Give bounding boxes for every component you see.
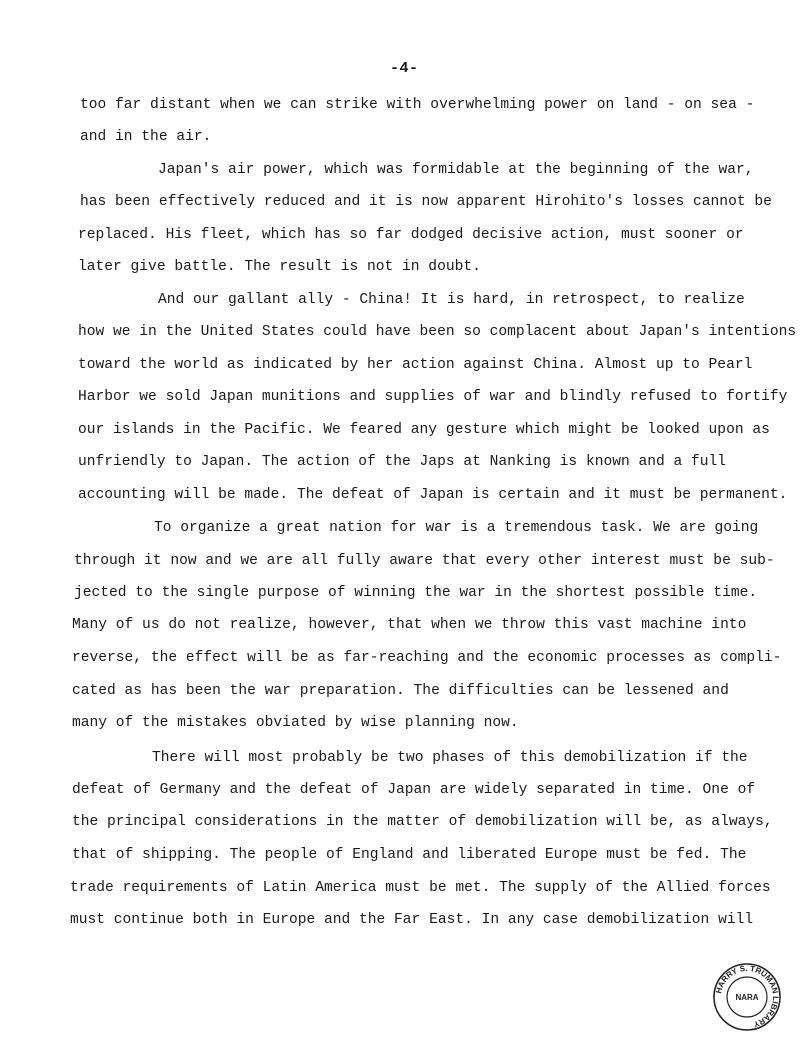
stamp-center-text: NARA [735,993,759,1002]
text-line: reverse, the effect will be as far-reaching and the economic processes as compli- [72,650,782,666]
text-line: that of shipping. The people of England and liberated Europe must be fed. The [72,847,747,863]
text-line: through it now and we are all fully aware that every other interest must be sub- [74,553,775,569]
text-line: To organize a great nation for war is a tremendous task. We are going [154,520,759,536]
text-line: our islands in the Pacific. We feared any gesture which might be looked upon as [78,422,770,438]
text-line: toward the world as indicated by her action against China. Almost up to Pearl [78,357,753,373]
text-line: later give battle. The result is not in doubt. [78,259,481,275]
text-line: And our gallant ally - China! It is hard, in retrospect, to realize [158,292,745,308]
text-line: defeat of Germany and the defeat of Japan are widely separated in time. One of [72,782,756,798]
page-number: -4- [390,60,419,77]
text-line: replaced. His fleet, which has so far dodged decisive action, must sooner or [78,227,744,243]
text-line: jected to the single purpose of winning the war in the shortest possible time. [74,585,758,601]
stamp-seal-icon [712,962,782,1032]
text-line: unfriendly to Japan. The action of the Japs at Nanking is known and a full [78,454,727,470]
text-line: how we in the United States could have been so complacent about Japan's intentions [78,324,797,340]
text-line: cated as has been the war preparation. The difficulties can be lessened and [72,683,729,699]
truman-library-stamp [712,962,782,1032]
text-line: must continue both in Europe and the Far East. In any case demobilization will [70,912,754,928]
text-line: many of the mistakes obviated by wise planning now. [72,715,519,731]
text-line: accounting will be made. The defeat of Japan is certain and it must be permanent. [78,487,788,503]
text-line: Many of us do not realize, however, that when we throw this vast machine into [72,617,747,633]
text-line: too far distant when we can strike with overwhelming power on land - on sea - [80,97,755,113]
text-line: the principal considerations in the matter of demobilization will be, as always, [72,814,773,830]
stamp-outer-text: HARRY S. TRUMAN LIBRARY [714,963,781,1029]
text-line: has been effectively reduced and it is now apparent Hirohito's losses cannot be [80,194,772,210]
text-line: There will most probably be two phases of this demobilization if the [152,750,748,766]
text-line: Japan's air power, which was formidable at the beginning of the war, [158,162,754,178]
text-line: Harbor we sold Japan munitions and supplies of war and blindly refused to fortify [78,389,788,405]
text-line: and in the air. [80,129,212,145]
text-line: trade requirements of Latin America must be met. The supply of the Allied forces [70,880,771,896]
